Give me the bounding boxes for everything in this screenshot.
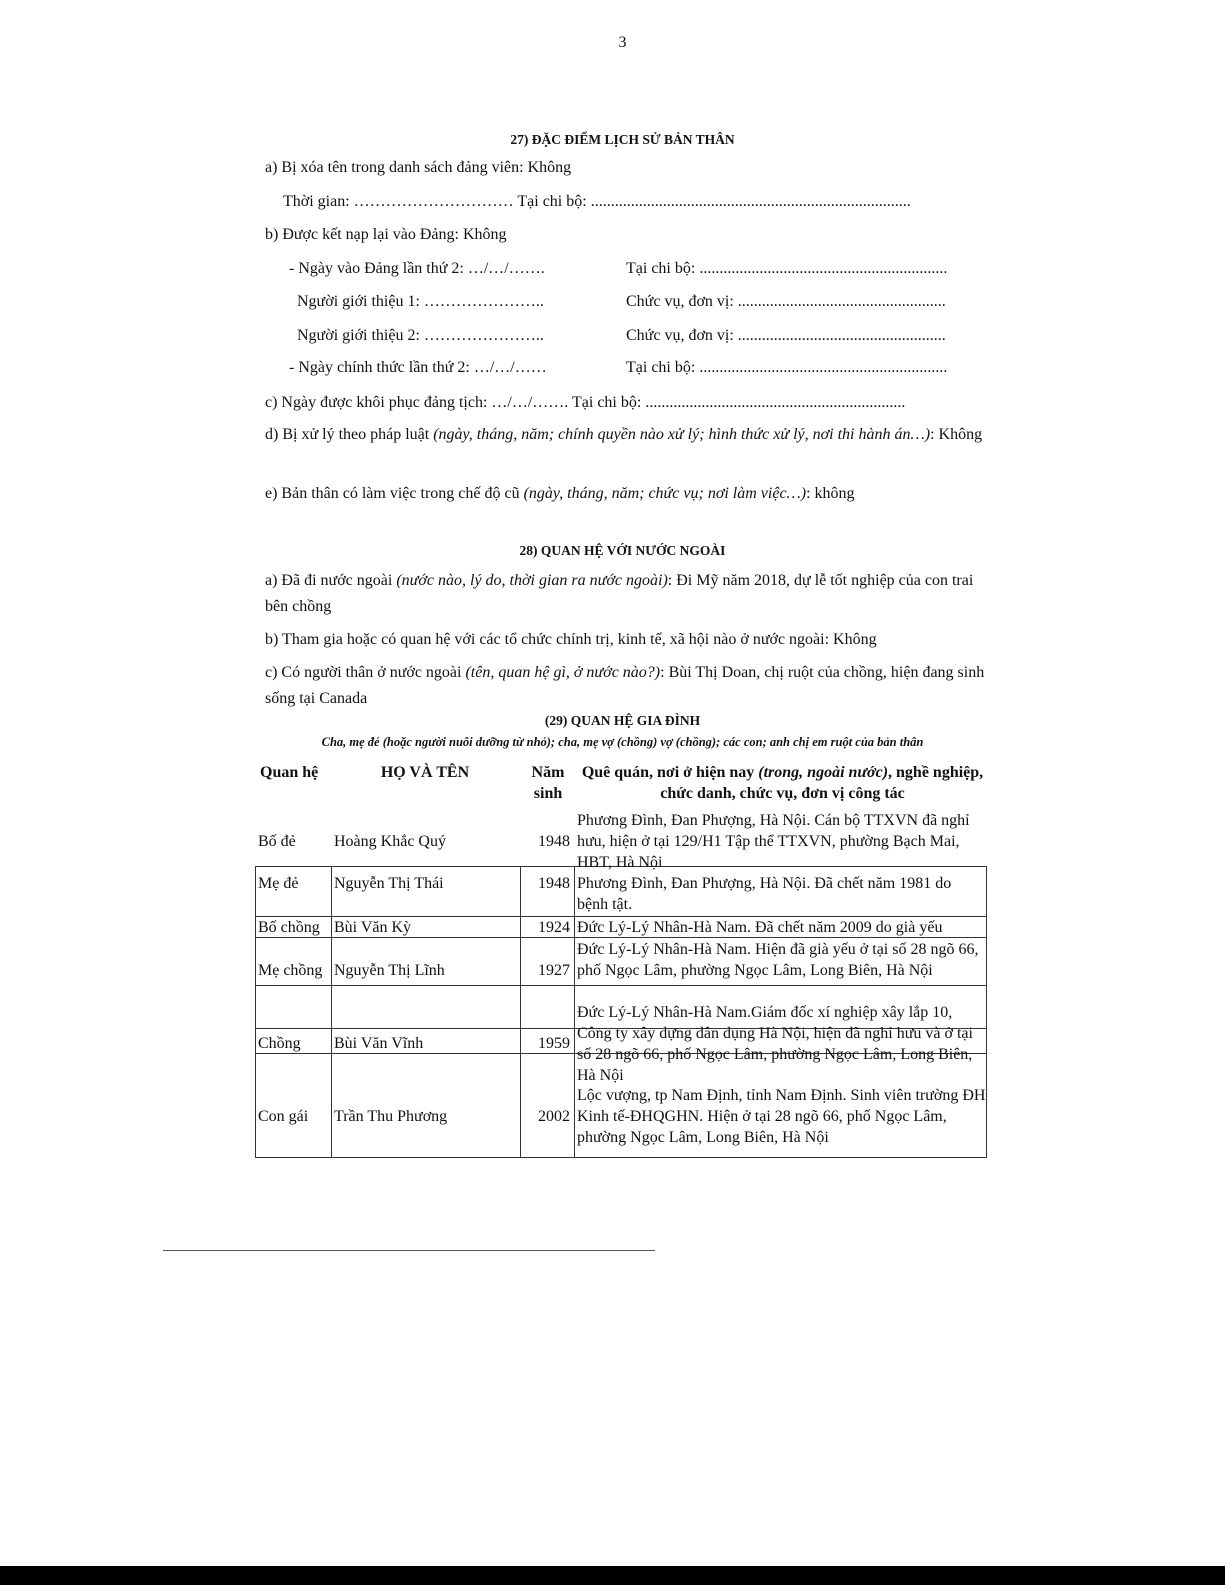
row-4-year: 1927 — [538, 962, 570, 979]
s27-d — [265, 422, 990, 448]
s27-d-suffix: : Không — [930, 426, 983, 443]
header-info — [580, 762, 985, 804]
row-2-relation: Mẹ đẻ — [258, 875, 299, 892]
row-6-name: Trần Thu Phương — [334, 1108, 448, 1125]
s27-e-suffix: : không — [806, 485, 855, 502]
s27-b4-left: - Ngày chính thức lần thứ 2: …/…/…… — [289, 359, 547, 376]
row-5-name: Bùi Văn Vĩnh — [334, 1035, 424, 1052]
s27-e — [265, 481, 990, 507]
section-29-subtitle: Cha, mẹ đẻ (hoặc người nuôi dưỡng từ nhỏ); cha, mẹ vợ (chồng) vợ (chồng); các con; anh chị em ruột của bản thân — [321, 735, 924, 749]
row-2-year: 1948 — [538, 875, 570, 892]
row-6-year: 2002 — [538, 1108, 570, 1125]
s27-d-prefix: d) Bị xử lý theo pháp luật — [265, 426, 434, 443]
row-5-year: 1959 — [538, 1035, 570, 1052]
header-info-italic: (trong, ngoài nước) — [758, 764, 889, 781]
s27-e-prefix: e) Bản thân có làm việc trong chế độ cũ — [265, 485, 524, 502]
row-1-name: Hoàng Khắc Quý — [334, 833, 446, 850]
table-border — [255, 985, 987, 986]
table-border — [520, 866, 521, 1158]
s27-d-italic: (ngày, tháng, năm; chính quyền nào xử lý; hình thức xử lý, nơi thi hành án…) — [433, 426, 931, 443]
row-2-info: Phương Đình, Đan Phượng, Hà Nội. Đã chết năm 1981 do bệnh tật. — [577, 875, 952, 913]
s27-b4-right: Tại chi bộ: .............................................................. — [626, 359, 948, 376]
s28-c-italic: (tên, quan hệ gì, ở nước nào?) — [465, 664, 661, 681]
s27-b1-left: - Ngày vào Đảng lần thứ 2: …/…/……. — [289, 260, 545, 277]
s27-b2-right: Chức vụ, đơn vị: .................................................... — [626, 293, 946, 310]
row-5-info: Đức Lý-Lý Nhân-Hà Nam.Giám đốc xí nghiệp xây lắp 10, Công ty xây dựng dân dụng Hà Nội, hiện đã nghỉ hưu và ở tại số 28 ngõ 66, phố Ngọc Lâm, phường Ngọc Lâm, Long Biên, Hà Nội — [577, 1004, 973, 1084]
s27-a-time: Thời gian: ………………………… Tại chi bộ: ................................................................................ — [283, 193, 911, 210]
header-relation: Quan hệ — [260, 764, 319, 781]
table-border — [574, 866, 575, 1158]
section-28-heading: 28) QUAN HỆ VỚI NƯỚC NGOÀI — [519, 543, 726, 558]
s27-b3-right: Chức vụ, đơn vị: .................................................... — [626, 327, 946, 344]
s27-e-italic: (ngày, tháng, năm; chức vụ; nơi làm việc…) — [523, 485, 807, 502]
s27-a: a) Bị xóa tên trong danh sách đảng viên: Không — [265, 159, 572, 176]
s28-c-suffix: : Bùi Thị Doan, chị ruột của chồng, hiện đang sinh sống tại Canada — [265, 664, 985, 707]
page-number: 3 — [618, 34, 627, 51]
row-5-relation: Chồng — [258, 1035, 301, 1052]
s27-b2-left: Người giới thiệu 1: ………………….. — [297, 293, 544, 310]
row-4-name: Nguyễn Thị Lĩnh — [334, 962, 445, 979]
row-4-info: Đức Lý-Lý Nhân-Hà Nam. Hiện đã già yếu ở tại số 28 ngõ 66, phố Ngọc Lâm, phường Ngọc Lâm, Long Biên, Hà Nội — [577, 941, 979, 979]
s28-a — [265, 568, 990, 620]
row-1-info: Phương Đình, Đan Phượng, Hà Nội. Cán bộ TTXVN đã nghỉ hưu, hiện ở tại 129/H1 Tập thể TTXVN, phường Bạch Mai, HBT, Hà Nội — [577, 812, 970, 871]
s27-b3-left: Người giới thiệu 2: ………………….. — [297, 327, 544, 344]
s27-b1-right: Tại chi bộ: .............................................................. — [626, 260, 948, 277]
header-info-prefix: Quê quán, nơi ở hiện nay — [581, 764, 759, 781]
row-3-info: Đức Lý-Lý Nhân-Hà Nam. Đã chết năm 2009 do già yếu — [577, 919, 943, 936]
row-4-relation: Mẹ chồng — [258, 962, 323, 979]
table-border — [255, 1157, 987, 1158]
header-name: HỌ VÀ TÊN — [380, 764, 470, 781]
table-border — [255, 866, 256, 1158]
row-3-year: 1924 — [538, 919, 570, 936]
section-27-heading: 27) ĐẶC ĐIỂM LỊCH SỬ BẢN THÂN — [510, 132, 735, 147]
s27-b: b) Được kết nạp lại vào Đảng: Không — [265, 226, 507, 243]
s28-c — [265, 660, 990, 712]
s28-b: b) Tham gia hoặc có quan hệ với các tổ chức chính trị, kinh tế, xã hội nào ở nước ngoài: Không — [265, 631, 877, 648]
s27-c: c) Ngày được khôi phục đảng tịch: …/…/……. Tại chi bộ: ................................................................. — [265, 394, 906, 411]
table-border — [331, 866, 332, 1158]
footer-divider — [163, 1250, 655, 1251]
row-1-year: 1948 — [538, 833, 570, 850]
row-6-relation: Con gái — [258, 1108, 309, 1125]
s28-c-prefix: c) Có người thân ở nước ngoài — [265, 664, 466, 681]
header-info-suffix: , nghề nghiệp, chức danh, chức vụ, đơn vị công tác — [660, 764, 984, 802]
s28-a-suffix: : Đi Mỹ năm 2018, dự lễ tốt nghiệp của con trai bên chồng — [265, 572, 974, 615]
row-6-info: Lộc vượng, tp Nam Định, tỉnh Nam Định. Sinh viên trường ĐH Kinh tế-ĐHQGHN. Hiện ở tại 28 ngõ 66, phố Ngọc Lâm, phường Ngọc Lâm, Long Biên, Hà Nội — [577, 1087, 986, 1146]
section-29-heading: (29) QUAN HỆ GIA ĐÌNH — [544, 713, 701, 728]
bottom-bar — [0, 1566, 1225, 1585]
s28-a-italic: (nước nào, lý do, thời gian ra nước ngoài) — [396, 572, 668, 589]
row-2-name: Nguyễn Thị Thái — [334, 875, 444, 892]
header-year: Năm sinh — [531, 764, 565, 802]
row-3-relation: Bố chồng — [258, 919, 320, 936]
row-1-relation: Bố đẻ — [258, 833, 296, 850]
row-3-name: Bùi Văn Kỳ — [334, 919, 412, 936]
s28-a-prefix: a) Đã đi nước ngoài — [265, 572, 397, 589]
